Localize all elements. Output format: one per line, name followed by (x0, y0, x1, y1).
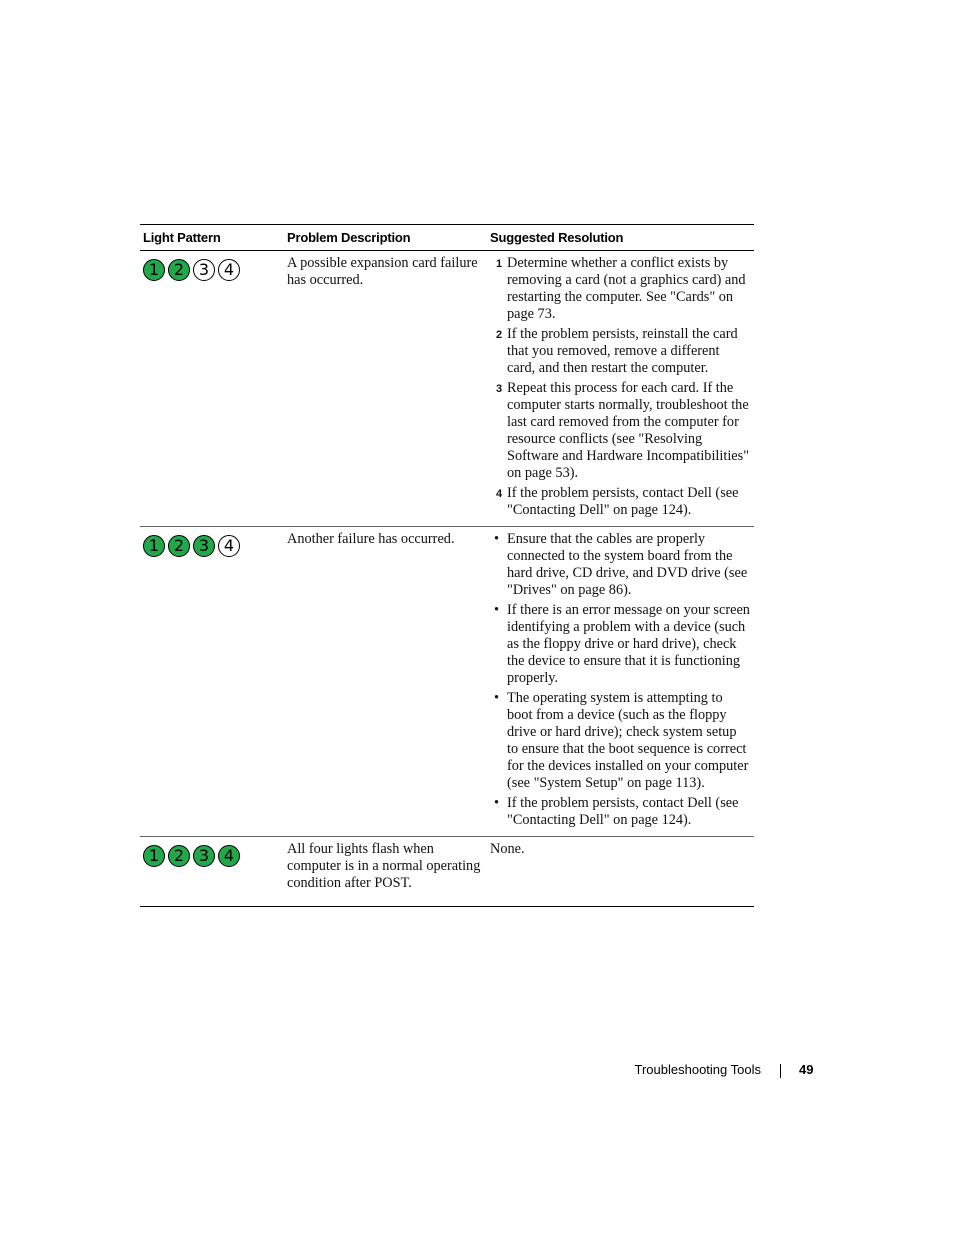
diagnostic-light-3-icon: 3 (193, 845, 215, 867)
resolution-steps (490, 255, 751, 519)
diagnostic-light-4-icon: 4 (218, 259, 240, 281)
problem-description-cell: A possible expansion card failure has occurred. (284, 251, 487, 527)
light-pattern (143, 531, 281, 557)
step-text: Repeat this process for each card. If the computer starts normally, troubleshoot the last card removed from the computer for resource conflicts (see "Resolving Software and Hardware Incompatibilities" on page 53). (507, 380, 750, 481)
footer-section-title: Troubleshooting Tools (634, 1062, 761, 1077)
light-pattern-cell (140, 251, 284, 527)
suggested-resolution-cell: None. (487, 837, 754, 907)
light-pattern-cell (140, 837, 284, 907)
list-item (490, 255, 751, 323)
list-item: • The operating system is attempting to boot from a device (such as the floppy drive or hard drive); check system setup to ensure that the boot sequence is correct for the devices installed on your computer (see "System Setup" on page 113). (490, 690, 751, 792)
list-item: • If the problem persists, contact Dell (see "Contacting Dell" on page 124). (490, 795, 751, 829)
page-number: 49 (799, 1062, 814, 1077)
light-pattern (143, 255, 281, 281)
diagnostic-light-1-icon: 1 (143, 845, 165, 867)
footer-divider (780, 1064, 781, 1078)
light-pattern-cell (140, 527, 284, 837)
diagnostic-light-1-icon: 1 (143, 535, 165, 557)
diagnostic-light-3-icon: 3 (193, 259, 215, 281)
table-header-row (140, 225, 754, 251)
resolution-bullets (490, 531, 751, 829)
list-item (490, 485, 751, 519)
list-item (490, 380, 751, 482)
problem-description-cell: All four lights flash when computer is in a normal operating condition after POST. (284, 837, 487, 907)
list-item: • Ensure that the cables are properly connected to the system board from the hard drive, CD drive, and DVD drive (see "Drives" on page 86). (490, 531, 751, 599)
step-number: 1 (496, 258, 503, 270)
diagnostic-light-1-icon: 1 (143, 259, 165, 281)
header-problem-description: Problem Description (284, 225, 487, 251)
step-number: 4 (496, 488, 503, 500)
step-text: Determine whether a conflict exists by removing a card (not a graphics card) and restarting the computer. See "Cards" on page 73. (507, 255, 746, 322)
suggested-resolution-cell (487, 527, 754, 837)
diagnostic-light-4-icon: 4 (218, 845, 240, 867)
step-text: If the problem persists, reinstall the card that you removed, remove a different card, and then restart the computer. (507, 326, 738, 376)
suggested-resolution-cell (487, 251, 754, 527)
step-number: 2 (496, 329, 503, 341)
list-item (490, 326, 751, 377)
table-row (140, 527, 754, 837)
light-pattern (143, 841, 281, 867)
table-row (140, 837, 754, 907)
diagnostic-light-4-icon: 4 (218, 535, 240, 557)
diagnostic-light-3-icon: 3 (193, 535, 215, 557)
diagnostic-light-2-icon: 2 (168, 535, 190, 557)
problem-description-cell: Another failure has occurred. (284, 527, 487, 837)
diagnostic-light-2-icon: 2 (168, 259, 190, 281)
step-number: 3 (496, 383, 503, 395)
diagnostic-light-2-icon: 2 (168, 845, 190, 867)
table-row (140, 251, 754, 527)
step-text: If the problem persists, contact Dell (see "Contacting Dell" on page 124). (507, 485, 739, 518)
header-light-pattern: Light Pattern (140, 225, 284, 251)
diagnostic-lights-table (140, 224, 754, 907)
header-suggested-resolution: Suggested Resolution (487, 225, 754, 251)
page-footer (0, 1062, 954, 1082)
list-item: • If there is an error message on your screen identifying a problem with a device (such as the floppy drive or hard drive), check the device to ensure that it is functioning properly. (490, 602, 751, 687)
